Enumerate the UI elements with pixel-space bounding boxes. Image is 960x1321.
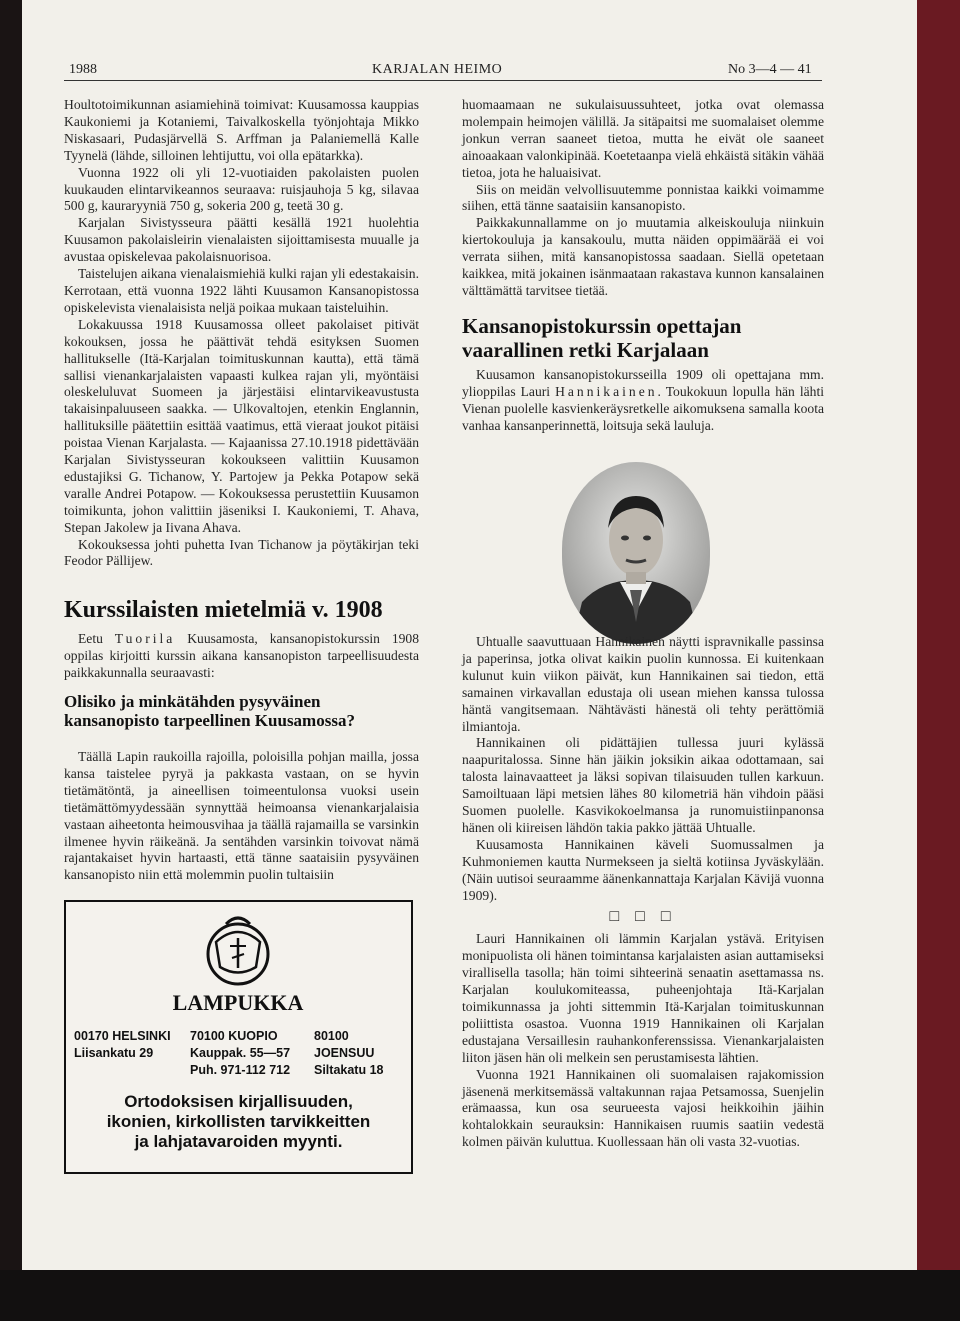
portrait-photo <box>562 462 710 644</box>
portrait-illustration <box>562 462 710 644</box>
office-line: 80100 JOENSUU <box>314 1029 375 1060</box>
slogan-line: Ortodoksisen kirjallisuuden, <box>124 1092 353 1111</box>
text: Kuusamosta, kansanopistokurssin 1908 oppilas kirjoitti kurssin aikana kansanopiston tarpeellisuudesta paikkakunnalla seuraavasti: <box>64 631 420 680</box>
paragraph: Kokouksessa johti puhetta Ivan Tichanow ja pöytäkirjan teki Feodor Pällijew. <box>64 536 419 569</box>
scan-shadow <box>0 1270 960 1321</box>
office-joensuu <box>314 1028 411 1079</box>
article-body <box>462 634 824 1151</box>
paragraph: huomaamaan ne sukulaisuussuhteet, jotka ovat olemassa molempain heimojen välillä. Ja sitäpaitsi me suomalaiset olemme jonkun verran saaneet tietoa, mutta he eivät ole saaneet ainoaakaan valonkipinää. Koetetaanpa vielä ehkäistä sitäkin vähää tietoa, jota he haluaisivat. <box>462 97 824 180</box>
header-issue-page: No 3—4 — 41 <box>728 62 812 77</box>
paragraph: Kuusamosta Hannikainen käveli Suomussalmen ja Kuhmoniemen kautta Nurmekseen ja sieltä kotiinsa Jyväskylään. (Näin uutisoi seuraamme äänenkannattaja Karjalan Kävijä vuonna 1909). <box>462 836 824 903</box>
text: Eetu <box>78 631 115 646</box>
paragraph: Houltotoimikunnan asiamiehinä toimivat: Kuusamossa kauppias Kaukoniemi ja Kotaniemi, Taivalkoskella työnjohtaja Mikko Niskasaari, Pudasjärvellä S. Arffman ja Palaniemellä Kalle Tyynelä (lähde, silloinen lehtijuttu, voi olla epätarkka). <box>64 97 419 163</box>
paragraph: Vuonna 1922 oli yli 12-vuotiaiden pakolaisten puolen kuukauden elintarvikeannos seuraava: ruisjauhoja 5 kg, silavaa 500 g, kauraryyniä 750 g, sokeria 200 g, teetä 30 g. <box>64 164 419 214</box>
paragraph: Hannikainen oli pidättäjien tullessa juuri kylässä naapuritalossa. Sinne hän jäikin joksikin aikaa odottamaan, sai talosta lainavaatteet ja läksi sopivan tilaisuuden tullen karkuun. Samoiltuaan läpi metsien lähes 80 kilometriä hän vihdoin pääsi Suomen puolelle. Kasvikokoelmansa ja runomuistiinpanonsa hänen oli kiireisen lähdön takia pakko jättää Uhtualle. <box>462 735 824 835</box>
office-phone: Puh. 971-112 712 <box>190 1063 291 1077</box>
paragraph: Lauri Hannikainen oli lämmin Karjalan ystävä. Erityisen monipuolista oli hänen toimintansa karjalaisten asian auttamiseksi virallisella tasolla; hän toimi sihteerinä senaatin asettamassa ns. Karjalan koulukomiteassa, puheenjohtaja Itä-Karjalan toimikunnassa ja johti sittemmin Itä-Karjalan toimituskunnan poliittista osastoa. Vuonna 1919 Hannikainen oli Karjalan edustajana Versaillesin rauhankonferenssissa. Vienankarjalaisten liiton jäsen hän oli melkein sen perustamisesta lähtien. <box>462 931 824 1065</box>
article-intro <box>462 367 824 435</box>
logo-text: LAMPUKKA <box>172 990 304 1015</box>
paragraph: Uhtualle saavuttuaan Hannikainen näytti ispravnikalle passinsa ja paperinsa, jotka olivat kaikin puolin kunnossa. Ei kuitenkaan kulunut kuin viikon päivät, kun Hannikainen sai tiedon, että samainen virkavallan edustaja oli usean miehen kanssa tulossa häntä vangitsemaan. Nähtävästi hänestä oli tehty perättömiä ilmiantoja. <box>462 634 824 734</box>
paragraph: Karjalan Sivistysseura päätti kesällä 1921 huolehtia Kuusamon pakolaisleirin vienalaisten sijoittamisesta muualle ja avustaa opiskelevaa pakolaisnuorisoa. <box>64 215 419 265</box>
paragraph: Täällä Lapin raukoilla rajoilla, poloisilla pohjan mailla, jossa kansa taistelee pyryä ja pakkasta vastaan, on se hyvin tietämätöntä, ja aineellisen toimeentulonsa vuoksi usein tietämättömyydessään synnyttää heimoansa vienankarjalaisia vastaan aiheetonta heimousvihaa ja täällä rajamailla se varsinkin ilmenee hyvin räikeänä. Ja sentähden varsinkin toivovat nämä rajantakaiset hyvin hartaasti, että tänne saataisiin pysyväinen kansanopisto niin että molemmin puolin tultaisiin <box>64 749 419 883</box>
essay-body <box>64 749 419 884</box>
essay-subtitle: Olisiko ja minkätähden pysyväinen kansanopisto tarpeellinen Kuusamossa? <box>64 692 355 730</box>
paragraph: Taistelujen aikana vienalaismiehiä kulki rajan yli edestakaisin. Kerrotaan, että vuonna 1922 lähti Kuusamon Kansanopistossa opiskelevista vienalaisista neljä poikaa mukaan taisteluihin. <box>64 266 419 315</box>
office-line: 70100 KUOPIO <box>190 1029 278 1043</box>
author-name: Tuorila <box>114 631 176 646</box>
right-column-top <box>462 97 824 300</box>
text: . Toukokuun lopulla hän lähti Vienan puolelle kasvienkeräysretkelle aikomuksena samalla koota vanhaa kansanperinnettä, loitsuja sekä lauluja. <box>462 383 824 433</box>
office-line: Liisankatu 29 <box>74 1046 154 1060</box>
teacher-name: Hannikainen <box>555 383 658 399</box>
paragraph: Lokakuussa 1918 Kuusamossa olleet pakolaiset pitivät kokouksen, jossa he päättivät tehdä esityksen Suomen hallitukselle (Itä-Karjalan toimituskunnan kautta), että tämä sallisi vienankarjalaisten vapaasti kulkea rajan yli, myöntäisi oleskeluluvat Suomeen ja järjestäisi elintarvikeavustusta takaisinpaluuseen saakka. — Ulkovaltojen, etenkin Englannin, hallituksille päätettiin esittää vaatimus, että vieraat joukot pitäisi poistaa Vienan Karjalasta. — Kajaanissa 27.10.1918 pidettävään Karjalan Sivistysseuran kokoukseen valittiin Kuusamon edustajiksi G. Tichanow, Y. Partojew ja Pekka Potapow sekä varalle Andrei Potapow. — Kokouksessa perustettiin Kuusamon toimikunta, johon valittiin jäseniksi I. Kaukoniemi, T. Ahava, Stepan Jakolew ja Iivana Ahava. <box>64 316 419 535</box>
office-kuopio <box>190 1028 290 1079</box>
section-title: Kurssilaisten mietelmiä v. 1908 <box>64 597 383 623</box>
advertisement-slogan <box>66 1092 411 1152</box>
text: Kuusamon kansanopistokursseilla 1909 oli opettajana mm. ylioppilas Lauri <box>462 367 824 399</box>
book-binding <box>917 0 960 1321</box>
article-title: Kansanopistokurssin opettajan vaarallinen retki Karjalaan <box>462 314 742 362</box>
header-rule <box>64 80 822 81</box>
lampukka-logo <box>158 912 318 1017</box>
section-intro <box>64 631 419 682</box>
slogan-line: ja lahjatavaroiden myynti. <box>134 1132 343 1151</box>
section-separator: □ □ □ <box>609 907 677 925</box>
paragraph: Siis on meidän velvollisuutemme ponnistaa kaikki voimamme siihen, että tänne saataisiin kansanopisto. <box>462 181 824 214</box>
left-column <box>64 97 419 570</box>
slogan-line: ikonien, kirkollisten tarvikkeitten <box>106 1112 371 1131</box>
office-line: Siltakatu 18 <box>314 1063 384 1077</box>
office-line: Kauppak. 55—57 <box>190 1046 291 1060</box>
advertisement-box <box>64 900 413 1174</box>
header-journal-title: KARJALAN HEIMO <box>372 62 503 77</box>
office-helsinki <box>74 1028 171 1062</box>
paragraph: Vuonna 1921 Hannikainen oli suomalaisen rajakomission jäsenenä merkitsemässä valtakunnan rajaa Petsamossa, Suenjelin erämaassa, kun osa seurueesta vajosi heikkoihin jäihin kohtalokkain seurauksin: Hannikaisen ruumis saatiin vedestä kolmen päivän kuluttua. Kuollessaan hän oli vasta 32-vuotias. <box>462 1066 824 1150</box>
office-line: 00170 HELSINKI <box>74 1029 171 1043</box>
header-year: 1988 <box>69 62 97 77</box>
paragraph: Paikkakunnallamme on jo muutamia alkeiskouluja niinkuin kiertokouluja ja kansakoulu, mutta näiden oppimäärää ei voi verrata siihen, mitä kansanopistossa saadaan. Siellä opetetaan kaikkea, mitä jokainen isänmaataan rakastava kunnon kansalainen välttämättä tarvitsee tietää. <box>462 215 824 298</box>
